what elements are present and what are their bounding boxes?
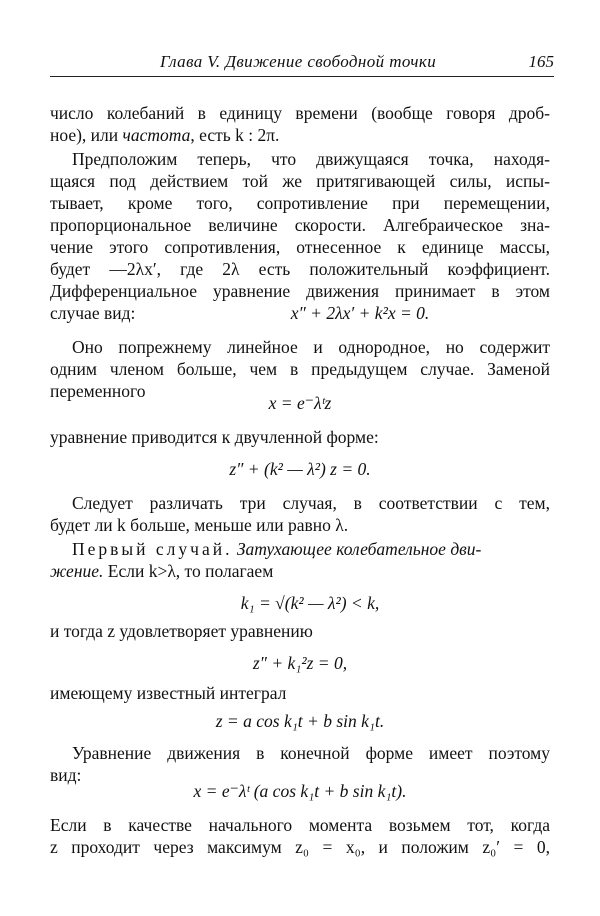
page-number: 165 <box>528 52 554 71</box>
text-line: переменного <box>50 381 146 401</box>
text-line: вид: <box>50 765 82 785</box>
text-line: число колебаний в единицу времени (вообще говоря дроб- <box>50 103 550 123</box>
text-line <box>50 560 550 582</box>
text-line: Следует различать три случая, в соответствии с тем, <box>72 493 550 513</box>
equation-2: x = e⁻λᵗz <box>268 393 332 413</box>
text-line: Дифференциальное уравнение движения принимает в этом <box>50 281 550 301</box>
text-line: будет ли k больше, меньше или равно λ. <box>50 515 349 535</box>
text-line <box>50 124 550 146</box>
running-title: Глава V. Движение свободной точки <box>160 52 437 71</box>
text-fragment: ное), или <box>50 125 123 145</box>
term-continuation: жение. <box>50 561 104 581</box>
term-frequency: частота <box>122 125 191 145</box>
text-line <box>72 538 550 560</box>
text-fragment: Если k>λ, то полагаем <box>103 561 274 581</box>
text-line: тывает, кроме того, сопротивление при перемещении, <box>50 193 550 213</box>
text-line: Уравнение движения в конечной форме имеет поэтому <box>72 743 550 763</box>
equation-4: k₁ = √(k² — λ²) < k, <box>240 593 380 613</box>
text-line: и тогда z удовлетворяет уравнению <box>50 621 313 641</box>
case-label: Первый случай. <box>72 539 233 559</box>
page-header <box>50 46 554 77</box>
text-line: одним членом больше, чем в предыдущем случае. Заменой <box>50 359 550 379</box>
text-line: Если в качестве начального момента возьмем тот, когда <box>50 815 550 835</box>
text-line: будет —2λx′, где 2λ есть положительный коэффициент. <box>50 259 550 279</box>
text-line: случае вид: <box>50 303 136 323</box>
text-line: уравнение приводится к двучленной форме: <box>50 427 379 447</box>
text-line: Предположим теперь, что движущаяся точка, находя- <box>72 149 550 169</box>
text-line: щаяся под действием той же притягивающей силы, испы- <box>50 171 550 191</box>
text-line: z проходит через максимум z₀ = x₀, и положим z₀′ = 0, <box>50 837 550 857</box>
text-fragment: , есть k : 2π. <box>190 125 280 145</box>
equation-1: x″ + 2λx′ + k²x = 0. <box>290 303 430 323</box>
text-line: имеющему известный интеграл <box>50 683 287 703</box>
equation-5: z″ + k₁²z = 0, <box>252 653 348 673</box>
text-line: Оно попрежнему линейное и однородное, но содержит <box>72 337 550 357</box>
text-line: пропорциональное величине скорости. Алгебраическое зна- <box>50 215 550 235</box>
text-line: чение этого сопротивления, отнесенное к единице массы, <box>50 237 550 257</box>
equation-3: z″ + (k² — λ²) z = 0. <box>229 459 371 479</box>
equation-7: x = e⁻λᵗ (a cos k₁t + b sin k₁t). <box>193 781 407 801</box>
equation-6: z = a cos k₁t + b sin k₁t. <box>215 711 385 731</box>
term-damped-oscillation: Затухающее колебательное дви- <box>236 539 482 559</box>
